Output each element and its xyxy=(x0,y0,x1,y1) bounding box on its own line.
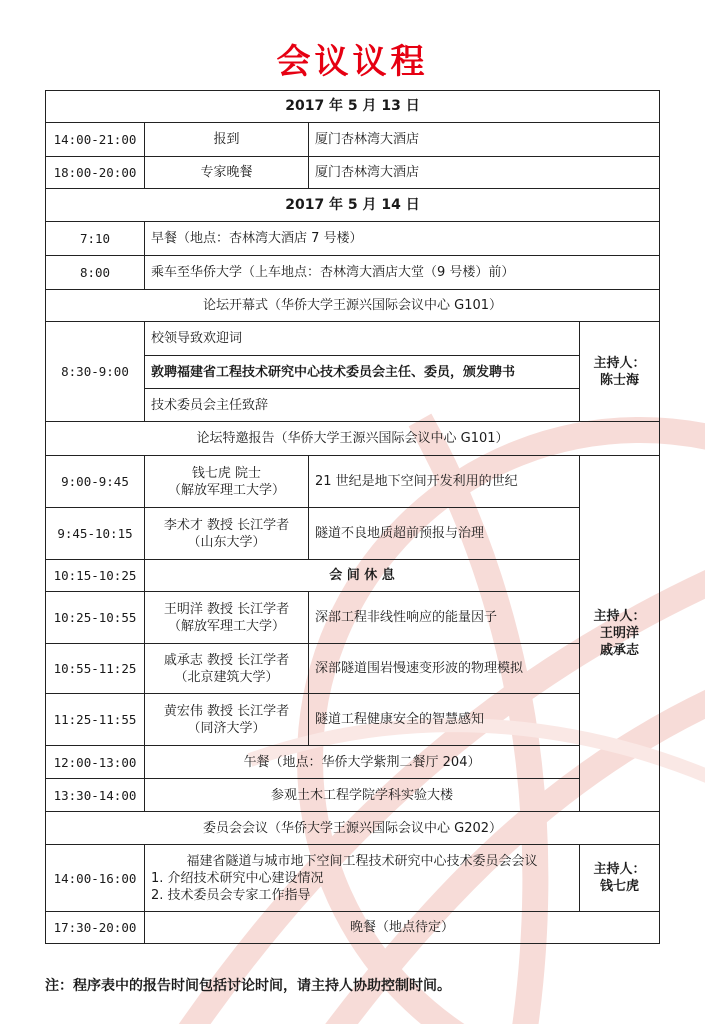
row-text: 乘车至华侨大学（上车地点：杏林湾大酒店大堂（9 号楼）前） xyxy=(145,256,660,290)
day2-date-row xyxy=(46,189,660,222)
section-header-row xyxy=(46,422,660,456)
speaker-cell xyxy=(145,508,309,560)
speaker-org: （北京建筑大学） xyxy=(174,669,279,685)
page-title: 会议议程 xyxy=(276,42,429,82)
speaker-org: （同济大学） xyxy=(187,720,266,736)
host-label: 主持人： xyxy=(593,355,646,371)
day1-date: 2017 年 5 月 13 日 xyxy=(46,91,660,123)
row-text: 午餐（地点：华侨大学紫荆二餐厅 204） xyxy=(145,746,580,779)
row-time: 9:00-9:45 xyxy=(46,456,145,508)
talk-topic: 深部隧道围岩慢速变形波的物理模拟 xyxy=(309,644,580,694)
host-cell xyxy=(580,322,660,422)
row-time: 11:25-11:55 xyxy=(46,694,145,746)
row-time: 8:00 xyxy=(46,256,145,290)
committee-title: 福建省隧道与城市地下空间工程技术研究中心技术委员会会议 xyxy=(186,853,538,869)
host-label: 主持人： xyxy=(593,862,646,877)
table-row xyxy=(46,560,660,592)
row-event: 专家晚餐 xyxy=(145,157,309,189)
table-row xyxy=(46,746,660,779)
row-text: 早餐（地点：杏林湾大酒店 7 号楼） xyxy=(145,222,660,256)
speaker-cell xyxy=(145,644,309,694)
table-row xyxy=(46,912,660,944)
opening-item: 技术委员会主任致辞 xyxy=(145,389,580,422)
day1-date-row xyxy=(46,91,660,123)
committee-item: 1. 介绍技术研究中心建设情况 xyxy=(151,870,324,886)
speaker-name: 李术才 教授 长江学者 xyxy=(163,517,290,533)
row-text: 参观土木工程学院学科实验大楼 xyxy=(145,779,580,812)
speaker-org: （解放军理工大学） xyxy=(167,618,285,634)
host-label: 主持人： xyxy=(593,609,646,624)
row-time: 14:00-21:00 xyxy=(46,123,145,157)
host-name: 钱七虎 xyxy=(599,879,639,894)
break-text: 会 间 休 息 xyxy=(145,560,580,592)
row-time: 13:30-14:00 xyxy=(46,779,145,812)
section-header-row xyxy=(46,812,660,845)
speaker-name: 黄宏伟 教授 长江学者 xyxy=(163,703,290,719)
speaker-name: 戚承志 教授 长江学者 xyxy=(163,652,290,668)
row-text: 晚餐（地点待定） xyxy=(145,912,660,944)
speaker-cell xyxy=(145,456,309,508)
table-row xyxy=(46,322,660,356)
host-cell xyxy=(580,845,660,912)
opening-item: 敦聘福建省工程技术研究中心技术委员会主任、委员，颁发聘书 xyxy=(145,356,580,389)
table-row xyxy=(46,694,660,746)
speaker-name: 王明洋 教授 长江学者 xyxy=(163,601,290,617)
day2-date: 2017 年 5 月 14 日 xyxy=(46,189,660,222)
table-row xyxy=(46,157,660,189)
talk-topic: 21 世纪是地下空间开发利用的世纪 xyxy=(309,456,580,508)
reports-header: 论坛特邀报告（华侨大学王源兴国际会议中心 G101） xyxy=(46,422,660,456)
speaker-cell xyxy=(145,592,309,644)
row-time: 9:45-10:15 xyxy=(46,508,145,560)
table-row xyxy=(46,779,660,812)
opening-header: 论坛开幕式（华侨大学王源兴国际会议中心 G101） xyxy=(46,290,660,322)
table-row xyxy=(46,845,660,912)
talk-topic: 隧道不良地质超前预报与治理 xyxy=(309,508,580,560)
table-row xyxy=(46,123,660,157)
table-row xyxy=(46,592,660,644)
row-place: 厦门杏林湾大酒店 xyxy=(309,123,660,157)
talk-topic: 深部工程非线性响应的能量因子 xyxy=(309,592,580,644)
row-time: 10:25-10:55 xyxy=(46,592,145,644)
host-name: 陈士海 xyxy=(599,372,639,388)
footnote: 注：程序表中的报告时间包括讨论时间，请主持人协助控制时间。 xyxy=(45,978,451,994)
speaker-name: 钱七虎 院士 xyxy=(191,465,262,481)
row-time: 17:30-20:00 xyxy=(46,912,145,944)
row-time: 7:10 xyxy=(46,222,145,256)
row-time: 18:00-20:00 xyxy=(46,157,145,189)
host-name: 王明洋 xyxy=(599,626,639,641)
row-place: 厦门杏林湾大酒店 xyxy=(309,157,660,189)
row-time: 8:30-9:00 xyxy=(46,322,145,422)
committee-content xyxy=(145,845,580,912)
section-header-row xyxy=(46,290,660,322)
agenda-table xyxy=(45,90,660,944)
table-row xyxy=(46,222,660,256)
committee-header: 委员会会议（华侨大学王源兴国际会议中心 G202） xyxy=(46,812,660,845)
speaker-cell xyxy=(145,694,309,746)
row-time: 12:00-13:00 xyxy=(46,746,145,779)
table-row xyxy=(46,644,660,694)
row-event: 报到 xyxy=(145,123,309,157)
row-time: 10:55-11:25 xyxy=(46,644,145,694)
committee-item: 2. 技术委员会专家工作指导 xyxy=(151,887,311,903)
table-row xyxy=(46,456,660,508)
speaker-org: （山东大学） xyxy=(187,534,266,550)
speaker-org: （解放军理工大学） xyxy=(167,482,285,498)
talk-topic: 隧道工程健康安全的智慧感知 xyxy=(309,694,580,746)
opening-item: 校领导致欢迎词 xyxy=(145,322,580,356)
table-row xyxy=(46,256,660,290)
host-cell xyxy=(580,456,660,812)
table-row xyxy=(46,508,660,560)
row-time: 10:15-10:25 xyxy=(46,560,145,592)
row-time: 14:00-16:00 xyxy=(46,845,145,912)
host-name: 戚承志 xyxy=(599,643,639,658)
